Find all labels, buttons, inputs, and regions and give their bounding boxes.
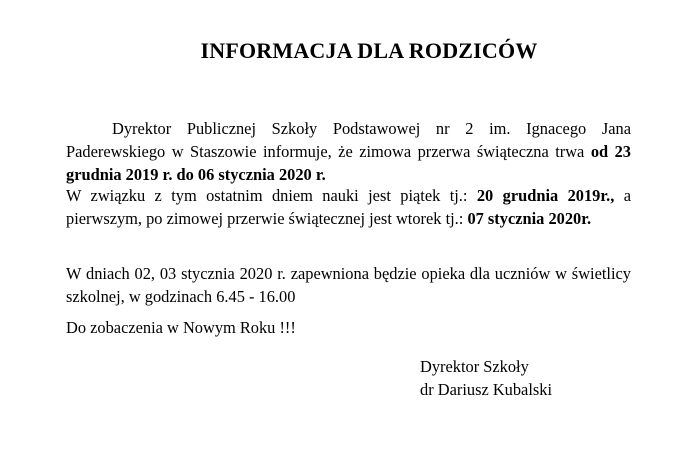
- paragraph-winter-break-text: Dyrektor Publicznej Szkoły Podstawowej nr 2 im. Ignacego Jana Paderewskiego w Staszowie informuje, że zimowa przerwa świąteczna trwa: [66, 119, 631, 161]
- signature-block: [420, 355, 552, 401]
- signature-name: dr Dariusz Kubalski: [420, 380, 553, 399]
- first-school-day: 07 stycznia 2020r.: [467, 209, 592, 228]
- paragraph-closing-text: Do zobaczenia w Nowym Roku !!!: [66, 318, 296, 337]
- page-title: INFORMACJA DLA RODZICÓW: [200, 38, 538, 63]
- paragraph-daycare-text: W dniach 02, 03 stycznia 2020 r. zapewniona będzie opieka dla uczniów w świetlicy szkolnej, w godzinach 6.45 - 16.00: [66, 264, 631, 306]
- paragraph-school-days-text-a: W związku z tym ostatnim dniem nauki jest piątek tj.:: [66, 186, 477, 205]
- paragraph-closing: [66, 316, 631, 339]
- last-school-day: 20 grudnia 2019r.,: [476, 186, 615, 205]
- signature-role: Dyrektor Szkoły: [420, 357, 529, 376]
- paragraph-daycare: [66, 262, 631, 308]
- paragraph-winter-break: [66, 117, 631, 186]
- paragraph-school-days-text-b: a pierwszym, po zimowej przerwie świątecznej jest wtorek tj.:: [66, 186, 632, 228]
- winter-break-dates: od 23 grudnia 2019 r. do 06 stycznia 2020 r.: [66, 142, 631, 184]
- paragraph-school-days: [66, 184, 631, 230]
